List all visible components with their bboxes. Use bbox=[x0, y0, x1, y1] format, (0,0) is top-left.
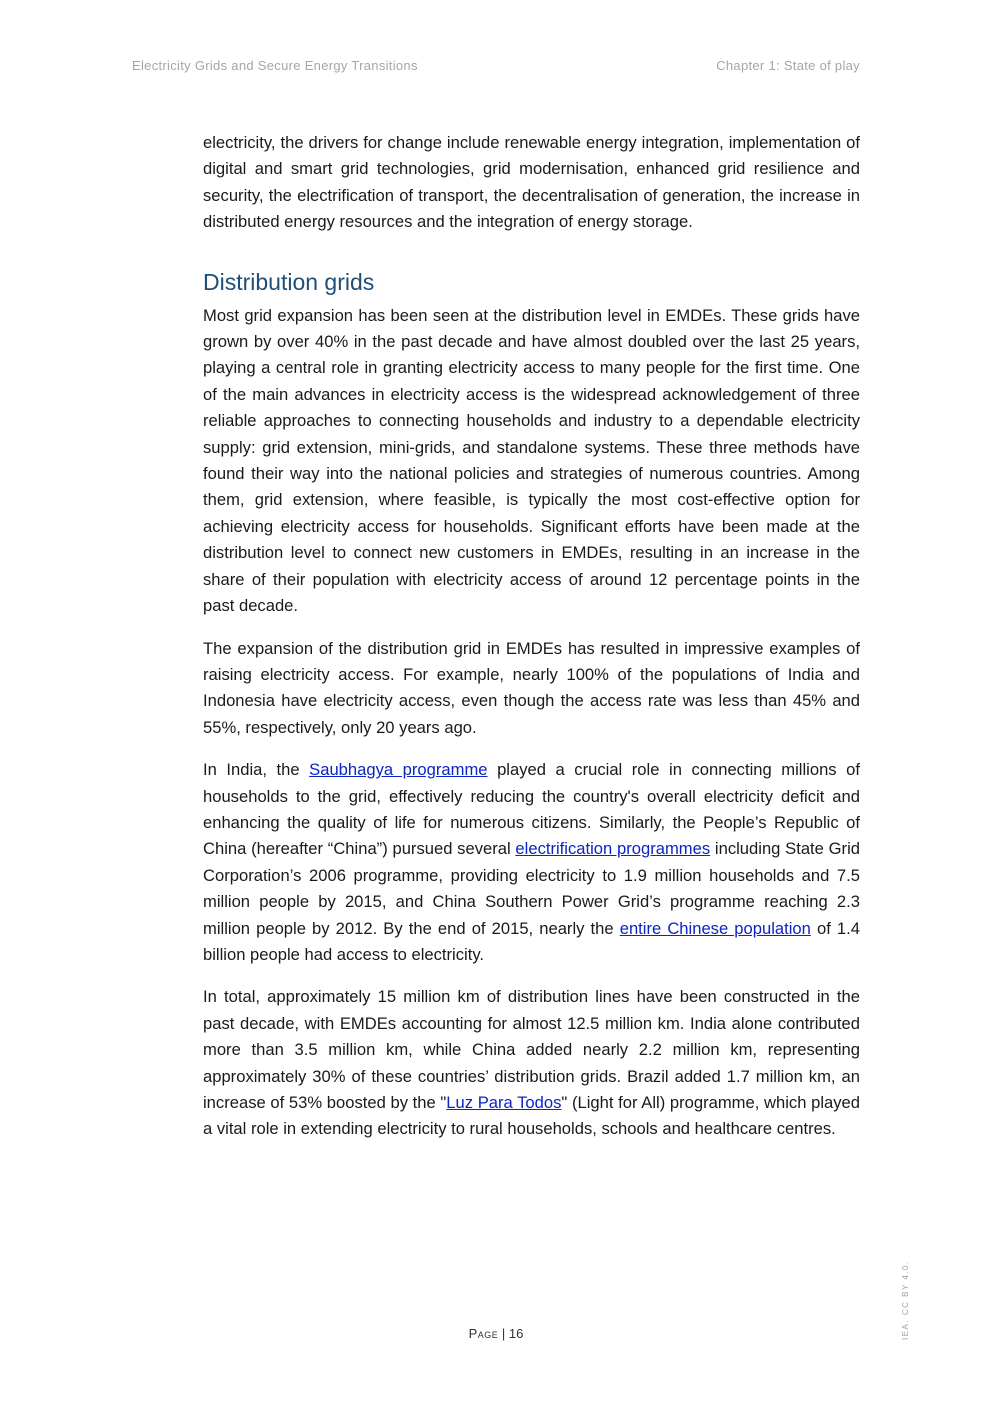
entire-chinese-population-link[interactable]: entire Chinese population bbox=[619, 918, 811, 938]
paragraph-access-examples: The expansion of the distribution grid in EMDEs has resulted in impressive examples of raising electricity access. For example, nearly 100% of the populations of India and Indonesia have electricity access, even though the access rate was less than 45% and 55%, respectively, only 20 years ago. bbox=[203, 638, 860, 737]
paragraph-grid-expansion: Most grid expansion has been seen at the distribution level in EMDEs. These grids have grown by over 40% in the past decade and have almost doubled over the last 25 years, playing a central role in granting electricity access to many people for the first time. One of the main advances in electricity access is the widespread acknowledgement of three reliable approaches to connecting households and industry to a dependable electricity supply: grid extension, mini-grids, and standalone systems. These three methods have found their way into the national policies and strategies of numerous countries. Among them, grid extension, where feasible, is typically the most cost-effective option for achieving electricity access for households. Significant efforts have been made at the distribution level to connect new customers in EMDEs, resulting in an increase in the share of their population with electricity access of around 12 percentage points in the past decade. bbox=[203, 305, 860, 616]
page-footer bbox=[0, 1326, 992, 1341]
paragraph-distribution-lines bbox=[203, 984, 860, 1142]
intro-paragraph: electricity, the drivers for change include renewable energy integration, implementation of digital and smart grid technologies, grid modernisation, enhanced grid resilience and security, the electrification of transport, the decentralisation of generation, the increase in distributed energy resources and the integration of energy storage. bbox=[203, 133, 860, 232]
text-run: including State Grid Corporation’s 2006 programme, providing electricity to 1.9 million households and 7.5 million people by 2015, and China Southern Power Grid’s programme reaching 2.3 million people by 2012. By the end of 2015, nearly the bbox=[203, 839, 860, 938]
document-body bbox=[203, 130, 860, 1159]
page-separator: | bbox=[498, 1326, 509, 1341]
page-label: Page bbox=[468, 1326, 499, 1341]
running-header bbox=[132, 58, 860, 73]
running-header-chapter: Chapter 1: State of play bbox=[716, 58, 860, 73]
luz-para-todos-link[interactable]: Luz Para Todos bbox=[446, 1093, 562, 1112]
license-watermark: IEA. CC BY 4.0. bbox=[901, 1260, 910, 1340]
paragraph-india-china bbox=[203, 757, 860, 968]
saubhagya-programme-link[interactable]: Saubhagya programme bbox=[309, 760, 488, 780]
page-number: 16 bbox=[508, 1326, 524, 1341]
text-run: played a crucial role in connecting millions of households to the grid, effectively reducing the country's overall electricity deficit and enhancing the quality of life for numerous citizens. Similarly, the People’s Republic of China (hereafter “China”) pursued several bbox=[203, 760, 860, 859]
text-run: " (Light for All) programme, which played a vital role in extending electricity to rural households, schools and healthcare centres. bbox=[203, 1093, 860, 1139]
text-run: In India, the bbox=[203, 760, 310, 780]
section-heading: Distribution grids bbox=[203, 268, 375, 295]
running-header-title: Electricity Grids and Secure Energy Transitions bbox=[132, 58, 418, 73]
text-run: of 1.4 billion people had access to electricity. bbox=[203, 918, 860, 964]
text-run: In total, approximately 15 million km of distribution lines have been constructed in the past decade, with EMDEs accounting for almost 12.5 million km. India alone contributed more than 3.5 million km, while China added nearly 2.2 million km, representing approximately 30% of these countries’ distribution grids. Brazil added 1.7 million km, an increase of 53% boosted by the " bbox=[203, 987, 860, 1112]
electrification-programmes-link[interactable]: electrification programmes bbox=[515, 839, 711, 859]
